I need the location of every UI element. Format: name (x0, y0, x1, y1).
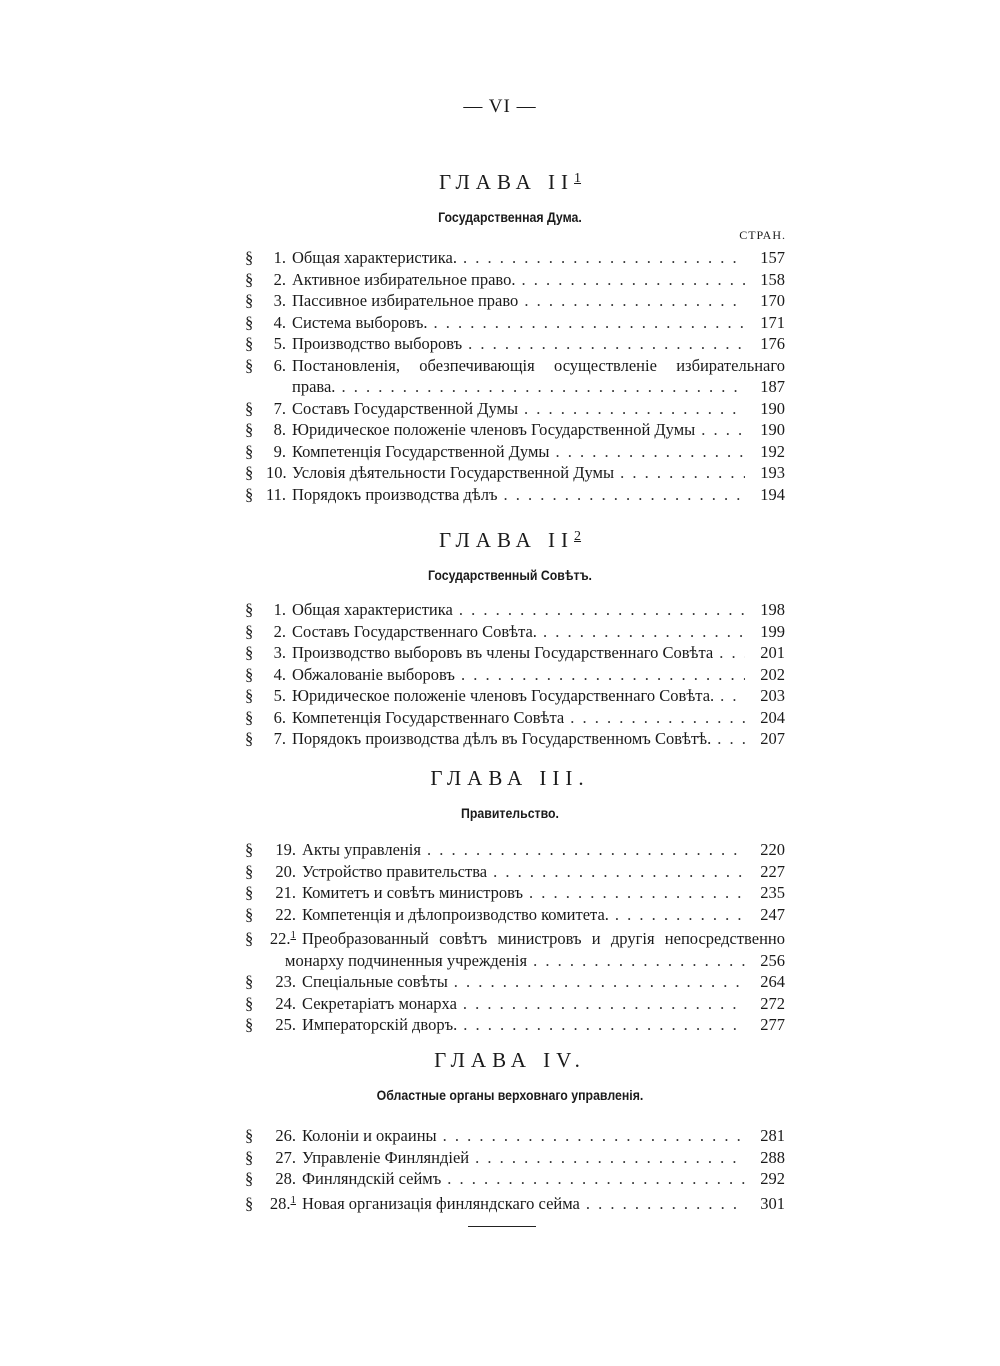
entry-title: Императорскій дворъ. (302, 1015, 458, 1034)
dot-leader (701, 419, 745, 441)
entry-title: Преобразованный совѣтъ министровъ и другія непосредственно (302, 929, 785, 948)
entry-title: Производство выборовъ (292, 334, 463, 353)
page-ref: 176 (760, 334, 785, 353)
page-ref: 194 (760, 484, 785, 504)
section-number (266, 925, 296, 950)
section-sign: § (245, 269, 254, 289)
section-sign: § (245, 600, 254, 619)
section-sign: § (245, 420, 254, 439)
section-number-text: 26. (275, 1126, 296, 1145)
page-number: — VI — (463, 96, 537, 117)
section-sign: § (245, 355, 254, 375)
toc-entry (245, 642, 785, 664)
section-number-text: 5. (273, 686, 286, 705)
toc-entry (245, 839, 785, 861)
section-number (266, 1125, 296, 1147)
page-ref: 157 (760, 248, 785, 267)
dot-leader (468, 333, 745, 355)
toc-entry (245, 621, 785, 643)
chapter-heading-sup: 2 (574, 529, 582, 544)
dot-leader (475, 1147, 745, 1169)
section-number-text: 1. (273, 600, 286, 619)
entry-title: Юридическое положеніе членовъ Государственнаго Совѣта. (292, 686, 715, 705)
section-sign: § (245, 398, 254, 418)
dot-leader (461, 664, 745, 686)
entry-title: Акты управленія (302, 840, 421, 859)
section-number-text: 6. (273, 707, 286, 727)
chapter-heading (20, 766, 1000, 791)
page-ref: 199 (760, 621, 785, 641)
entry-title: Обжалованіе выборовъ (292, 664, 455, 684)
chapter-subtitle: Областные органы верховнаго управленія. (376, 1087, 644, 1103)
section-number-text: 4. (273, 664, 286, 684)
entry-title: Производство выборовъ въ члены Государственнаго Совѣта (292, 643, 714, 662)
entry-title: Постановленія, обезпечивающія осуществленіе избирательнаго (292, 355, 785, 375)
dot-leader (529, 882, 745, 904)
chapter-2-1 (0, 170, 1000, 505)
page-column-header: СТРАН. (739, 228, 786, 242)
chapter-heading (20, 170, 1000, 195)
section-sign: § (245, 929, 254, 948)
toc-list (245, 839, 785, 1036)
section-number-text: 4. (273, 312, 286, 332)
dot-leader (586, 1193, 745, 1215)
section-sign: § (245, 463, 254, 482)
toc-entry (245, 728, 785, 750)
toc-entry (245, 971, 785, 993)
section-sign: § (245, 686, 254, 705)
page-ref: 277 (760, 1015, 785, 1034)
toc-entry (245, 993, 785, 1015)
section-number-text: 21. (275, 883, 296, 902)
section-sign: § (245, 248, 254, 267)
section-number (266, 441, 286, 463)
section-number (266, 484, 286, 506)
page-ref: 301 (760, 1193, 785, 1213)
entry-title: Пассивное избирательное право (292, 291, 519, 310)
section-number (266, 642, 286, 664)
section-number (266, 333, 286, 355)
toc-entry (245, 1147, 785, 1169)
section-sign: § (245, 840, 254, 859)
toc-entry (245, 599, 785, 621)
page-ref: 264 (760, 972, 785, 991)
section-sign: § (245, 1147, 254, 1167)
dot-leader (427, 839, 745, 861)
section-sign: § (245, 1169, 254, 1188)
section-sign: § (245, 334, 254, 353)
entry-title: Общая характеристика. (292, 248, 457, 267)
section-number-text: 11. (266, 484, 287, 504)
dot-leader (615, 904, 745, 926)
section-number (266, 312, 286, 334)
section-sign: § (245, 1015, 254, 1034)
section-sign: § (245, 861, 254, 881)
section-number-sup: 1 (290, 1193, 296, 1206)
section-sign: § (245, 664, 254, 684)
section-number (266, 728, 286, 750)
section-number (266, 290, 286, 312)
chapter-heading-sup: 1 (574, 171, 582, 186)
page-ref: 187 (760, 377, 785, 396)
entry-title: Порядокъ производства дѣлъ (292, 484, 498, 504)
toc-entry (245, 290, 785, 312)
section-number-text: 25. (275, 1015, 296, 1034)
dot-leader (524, 290, 745, 312)
section-number (266, 882, 296, 904)
section-number (266, 621, 286, 643)
page-ref: 190 (760, 420, 785, 439)
chapter-subtitle: Государственный Совѣтъ. (428, 567, 592, 583)
section-number (266, 993, 296, 1015)
entry-title: Спеціальные совѣты (302, 972, 448, 991)
section-number (266, 685, 286, 707)
page-ref: 292 (760, 1169, 785, 1188)
toc-entry (245, 882, 785, 904)
page-ref: 203 (760, 686, 785, 705)
section-sign: § (245, 1126, 254, 1145)
section-number (266, 355, 286, 377)
section-sign: § (245, 904, 254, 924)
page-ref: 171 (760, 312, 785, 332)
toc-entry (245, 247, 785, 269)
page-ref: 198 (760, 600, 785, 619)
toc-entry (245, 1125, 785, 1147)
dot-leader (447, 1168, 745, 1190)
dot-leader (463, 1014, 745, 1036)
page-ref: 227 (760, 861, 785, 881)
section-number (266, 861, 296, 883)
dot-leader (524, 398, 745, 420)
page-ref: 272 (760, 993, 785, 1013)
page-ref: 192 (760, 441, 785, 461)
dot-leader (719, 642, 745, 664)
chapter-subtitle: Правительство. (461, 805, 559, 821)
page-ref: 220 (760, 840, 785, 859)
dot-leader (443, 1125, 745, 1147)
entry-title-continued: монарху подчиненныя учрежденія (285, 950, 528, 970)
page-ref: 202 (760, 664, 785, 684)
page-ref: 247 (760, 904, 785, 924)
entry-title-continued: права. (292, 377, 336, 396)
page-ref: 201 (760, 643, 785, 662)
section-number (266, 419, 286, 441)
page-ref: 235 (760, 883, 785, 902)
chapter-heading (20, 528, 1000, 553)
section-number-text: 7. (273, 729, 286, 748)
chapter-subtitle: Государственная Дума. (438, 209, 582, 225)
toc-list (245, 1125, 785, 1214)
entry-title: Система выборовъ. (292, 312, 428, 332)
page-ref: 288 (760, 1147, 785, 1167)
dot-leader (463, 247, 745, 269)
section-number-text: 8. (273, 420, 286, 439)
toc-entry (245, 707, 785, 729)
section-number (266, 1147, 296, 1169)
section-number-text: 28. (275, 1169, 296, 1188)
dot-leader (543, 621, 745, 643)
section-number (266, 839, 296, 861)
page-ref: 207 (760, 729, 785, 748)
section-sign: § (245, 883, 254, 902)
toc-entry (245, 269, 785, 291)
section-number-text: 24. (275, 993, 296, 1013)
entry-title: Составъ Государственнаго Совѣта. (292, 621, 537, 641)
chapter-heading-text: ГЛАВА II (438, 528, 575, 552)
chapter-2-2 (0, 528, 1000, 750)
dot-leader (717, 728, 745, 750)
section-sign: § (245, 643, 254, 662)
section-number-text: 2. (273, 621, 286, 641)
dot-leader (504, 484, 745, 506)
toc-list (245, 599, 785, 750)
section-sign: § (245, 707, 254, 727)
section-number-text: 6. (273, 355, 286, 375)
toc-entry (245, 312, 785, 334)
chapter-4 (0, 1048, 1000, 1214)
section-number (266, 664, 286, 686)
entry-title: Финляндскій сеймъ (302, 1169, 442, 1188)
page-ref: 158 (760, 269, 785, 289)
dot-leader (454, 971, 745, 993)
toc-entry (245, 1014, 785, 1036)
page-ref: 204 (760, 707, 785, 727)
section-number-text: 3. (273, 291, 286, 310)
toc-entry (245, 664, 785, 686)
toc-entry (245, 685, 785, 707)
section-number (266, 398, 286, 420)
section-number (266, 1168, 296, 1190)
page-ref: 256 (760, 950, 785, 970)
section-number-text: 9. (273, 441, 286, 461)
section-number (266, 269, 286, 291)
section-number-text: 10. (266, 463, 287, 482)
entry-title: Компетенція Государственной Думы (292, 441, 550, 461)
dot-leader (533, 950, 745, 972)
section-number (266, 1014, 296, 1036)
section-sign: § (245, 1193, 254, 1213)
entry-title: Юридическое положеніе членовъ Государственной Думы (292, 420, 696, 439)
section-number (266, 971, 296, 993)
dot-leader (493, 861, 745, 883)
section-number-text: 5. (273, 334, 286, 353)
entry-title: Комитетъ и совѣтъ министровъ (302, 883, 524, 902)
entry-title: Новая организація финляндскаго сейма (302, 1193, 580, 1213)
entry-title: Секретаріатъ монарха (302, 993, 457, 1013)
toc-entry (245, 462, 785, 484)
entry-title: Составъ Государственной Думы (292, 398, 519, 418)
section-number-text: 23. (275, 972, 296, 991)
section-number-text: 22. (275, 904, 296, 924)
section-sign: § (245, 441, 254, 461)
page-ref: 193 (760, 463, 785, 482)
section-sign: § (245, 993, 254, 1013)
toc-entry (245, 441, 785, 463)
dot-leader (459, 599, 745, 621)
dot-leader (555, 441, 745, 463)
page-ref: 281 (760, 1126, 785, 1145)
toc-entry (245, 484, 785, 506)
entry-title: Устройство правительства (302, 861, 488, 881)
section-sign: § (245, 972, 254, 991)
dot-leader (341, 376, 745, 398)
section-number (266, 599, 286, 621)
toc-entry (245, 1190, 785, 1215)
section-sign: § (245, 484, 254, 504)
section-sign: § (245, 621, 254, 641)
section-number-sup: 1 (290, 929, 296, 941)
dot-leader (521, 269, 745, 291)
dot-leader (570, 707, 745, 729)
section-number (266, 904, 296, 926)
entry-title: Активное избирательное право. (292, 269, 516, 289)
dot-leader (620, 462, 745, 484)
dot-leader (720, 685, 745, 707)
entry-title: Общая характеристика (292, 600, 453, 619)
toc-entry (245, 398, 785, 420)
entry-title: Управленіе Финляндіей (302, 1147, 470, 1167)
chapter-3 (0, 766, 1000, 1036)
chapter-heading-text: ГЛАВА IV. (434, 1048, 586, 1072)
dot-leader (463, 993, 745, 1015)
section-number-text: 2. (273, 269, 286, 289)
section-number (266, 707, 286, 729)
entry-title: Компетенція и дѣлопроизводство комитета. (302, 904, 609, 924)
entry-title: Колоніи и окраины (302, 1126, 437, 1145)
chapter-heading (20, 1048, 1000, 1073)
section-sign: § (245, 729, 254, 748)
toc-entry (245, 1168, 785, 1190)
section-number-text: 28. (269, 1193, 291, 1213)
section-number-text: 1. (273, 248, 286, 267)
entry-title: Условія дѣятельности Государственной Думы (292, 463, 615, 482)
entry-title: Компетенція Государственнаго Совѣта (292, 707, 565, 727)
toc-entry (245, 904, 785, 926)
section-number (266, 1190, 296, 1215)
section-sign: § (245, 312, 254, 332)
section-number-text: 19. (275, 840, 296, 859)
chapter-heading-text: ГЛАВА III. (430, 766, 590, 790)
section-number-text: 27. (275, 1147, 296, 1167)
end-rule (468, 1226, 536, 1227)
section-number-text: 20. (275, 861, 296, 881)
toc-list (245, 247, 785, 505)
toc-entry (245, 355, 785, 398)
section-number (266, 247, 286, 269)
dot-leader (434, 312, 745, 334)
section-number (266, 462, 286, 484)
page-ref: 170 (760, 291, 785, 310)
section-number-text: 3. (273, 643, 286, 662)
toc-entry (245, 419, 785, 441)
section-number-text: 7. (273, 398, 286, 418)
toc-entry (245, 861, 785, 883)
page-ref: 190 (760, 398, 785, 418)
chapter-heading-text: ГЛАВА II (438, 170, 575, 194)
section-sign: § (245, 291, 254, 310)
section-number-text: 22. (269, 929, 291, 948)
toc-entry (245, 333, 785, 355)
toc-entry (245, 925, 785, 971)
entry-title: Порядокъ производства дѣлъ въ Государственномъ Совѣтѣ. (292, 729, 712, 748)
